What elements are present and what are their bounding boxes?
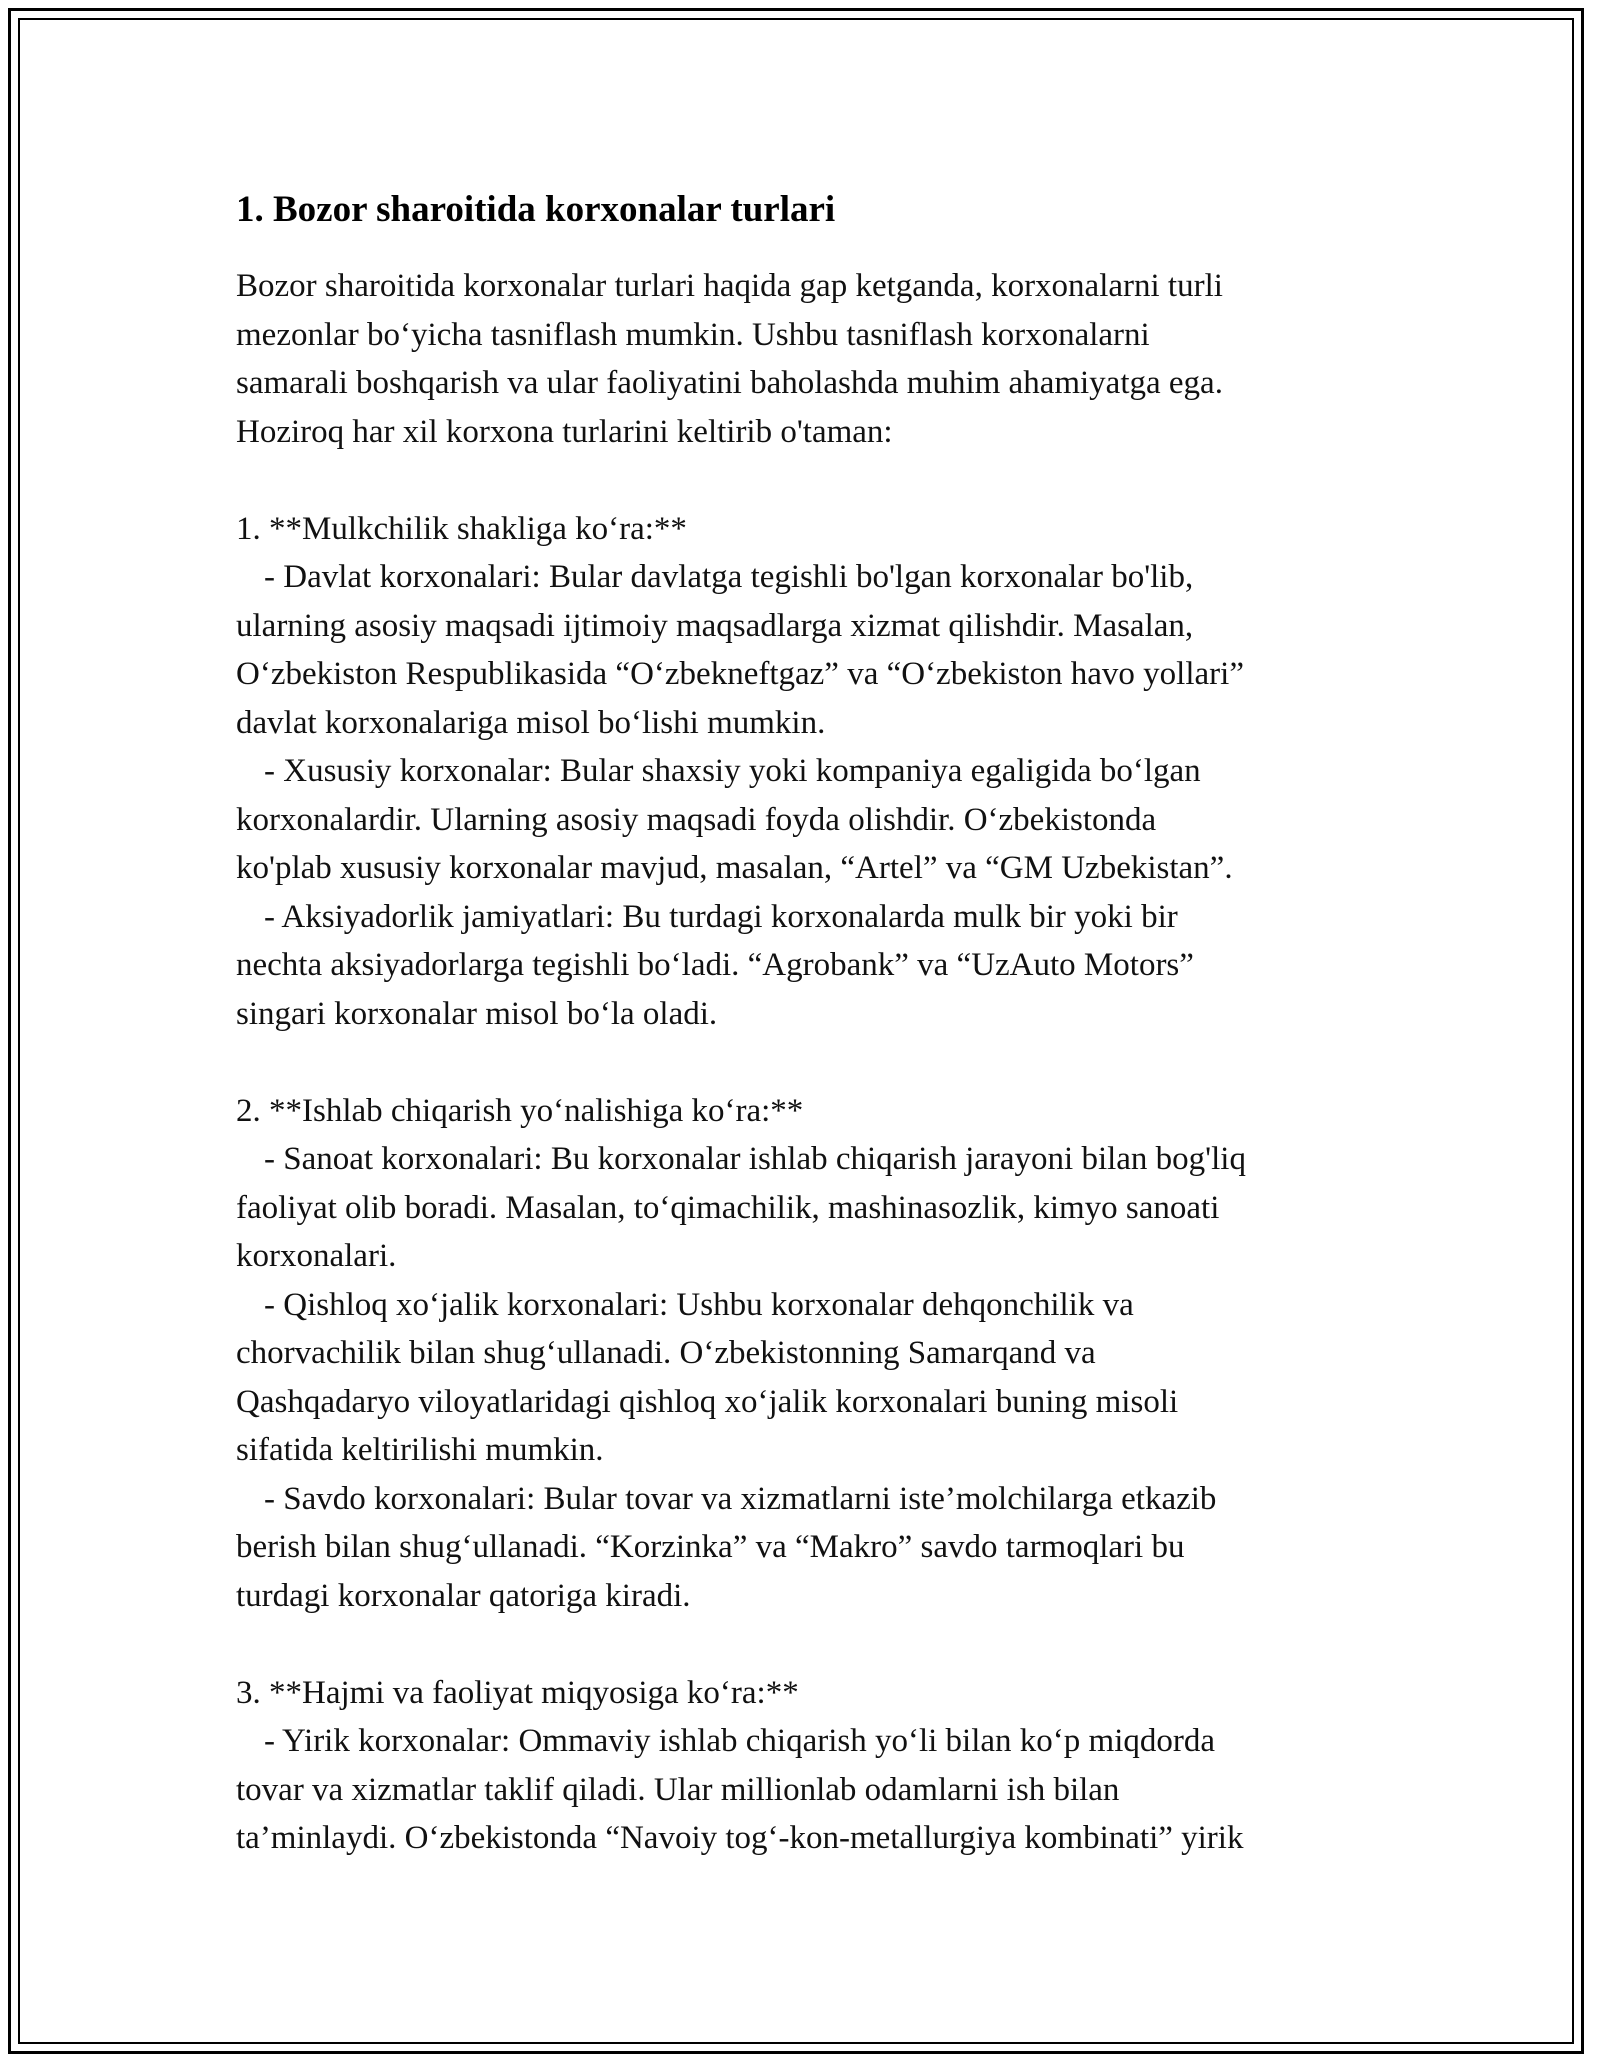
section-ownership (236, 505, 1416, 1039)
list-item (236, 1281, 1416, 1475)
section-heading: 3. **Hajmi va faoliyat miqyosiga ko‘ra:** (236, 1674, 799, 1711)
intro-line: Bozor sharoitida korxonalar turlari haqida gap ketganda, korxonalarni turli (236, 268, 1223, 304)
list-item-line: - Savdo korxonalari: Bular tovar va xizmatlarni iste’molchilarga etkazib (264, 1480, 1217, 1517)
page-title: 1. Bozor sharoitida korxonalar turlari (236, 189, 836, 230)
document-body (236, 188, 1416, 1863)
list-item (236, 1475, 1416, 1621)
list-item-line: nechta aksiyadorlarga tegishli bo‘ladi. “Agrobank” va “UzAuto Motors” (236, 947, 1194, 983)
list-item-line: - Yirik korxonalar: Ommaviy ishlab chiqarish yo‘li bilan ko‘p miqdorda (264, 1723, 1216, 1759)
section-heading: 1. **Mulkchilik shakliga ko‘ra:** (236, 510, 687, 547)
list-item-line: ko'plab xususiy korxonalar mavjud, masalan, “Artel” va “GM Uzbekistan”. (236, 850, 1233, 886)
list-item-line: faoliyat olib boradi. Masalan, to‘qimachilik, mashinasozlik, kimyo sanoati (236, 1189, 1220, 1226)
list-item-line: sifatida keltirilishi mumkin. (236, 1432, 604, 1468)
list-item-line: - Qishloq xo‘jalik korxonalari: Ushbu korxonalar dehqonchilik va (264, 1286, 1134, 1323)
intro-paragraph (236, 262, 1416, 456)
list-item-line: singari korxonalar misol bo‘la oladi. (236, 995, 718, 1032)
list-item-line: berish bilan shug‘ullanadi. “Korzinka” va “Makro” savdo tarmoqlari bu (236, 1529, 1185, 1565)
list-item-line: chorvachilik bilan shug‘ullanadi. O‘zbekistonning Samarqand va (236, 1335, 1096, 1371)
list-item (236, 1717, 1416, 1863)
list-item-line: - Davlat korxonalari: Bular davlatga tegishli bo'lgan korxonalar bo'lib, (264, 559, 1194, 595)
intro-line: Hoziroq har xil korxona turlarini keltirib o'taman: (236, 413, 893, 450)
list-item-line: - Xususiy korxonalar: Bular shaxsiy yoki kompaniya egaligida bo‘lgan (264, 753, 1201, 789)
list-item (236, 553, 1416, 747)
list-item-line: ta’minlaydi. O‘zbekistonda “Navoiy tog‘-kon-metallurgiya kombinati” yirik (236, 1820, 1244, 1856)
list-item-line: - Aksiyadorlik jamiyatlari: Bu turdagi korxonalarda mulk bir yoki bir (264, 898, 1178, 935)
list-item-line: O‘zbekiston Respublikasida “O‘zbekneftgaz” va “O‘zbekiston havo yollari” (236, 656, 1244, 692)
list-item (236, 747, 1416, 893)
list-item (236, 1135, 1416, 1281)
list-item-line: korxonalari. (236, 1238, 397, 1274)
section-production (236, 1087, 1416, 1621)
list-item-line: turdagi korxonalar qatoriga kiradi. (236, 1577, 691, 1614)
list-item-line: korxonalardir. Ularning asosiy maqsadi foyda olishdir. O‘zbekistonda (236, 801, 1157, 838)
list-item (236, 893, 1416, 1039)
intro-line: samarali boshqarish va ular faoliyatini baholashda muhim ahamiyatga ega. (236, 365, 1223, 401)
list-item-line: davlat korxonalariga misol bo‘lishi mumkin. (236, 704, 826, 741)
section-heading: 2. **Ishlab chiqarish yo‘nalishiga ko‘ra:** (236, 1092, 804, 1129)
section-scale (236, 1669, 1416, 1863)
intro-line: mezonlar bo‘yicha tasniflash mumkin. Ushbu tasniflash korxonalarni (236, 316, 1150, 353)
list-item-line: tovar va xizmatlar taklif qiladi. Ular millionlab odamlarni ish bilan (236, 1771, 1120, 1808)
list-item-line: Qashqadaryo viloyatlaridagi qishloq xo‘jalik korxonalari buning misoli (236, 1383, 1179, 1420)
list-item-line: - Sanoat korxonalari: Bu korxonalar ishlab chiqarish jarayoni bilan bog'liq (264, 1141, 1246, 1177)
list-item-line: ularning asosiy maqsadi ijtimoiy maqsadlarga xizmat qilishdir. Masalan, (236, 607, 1194, 644)
